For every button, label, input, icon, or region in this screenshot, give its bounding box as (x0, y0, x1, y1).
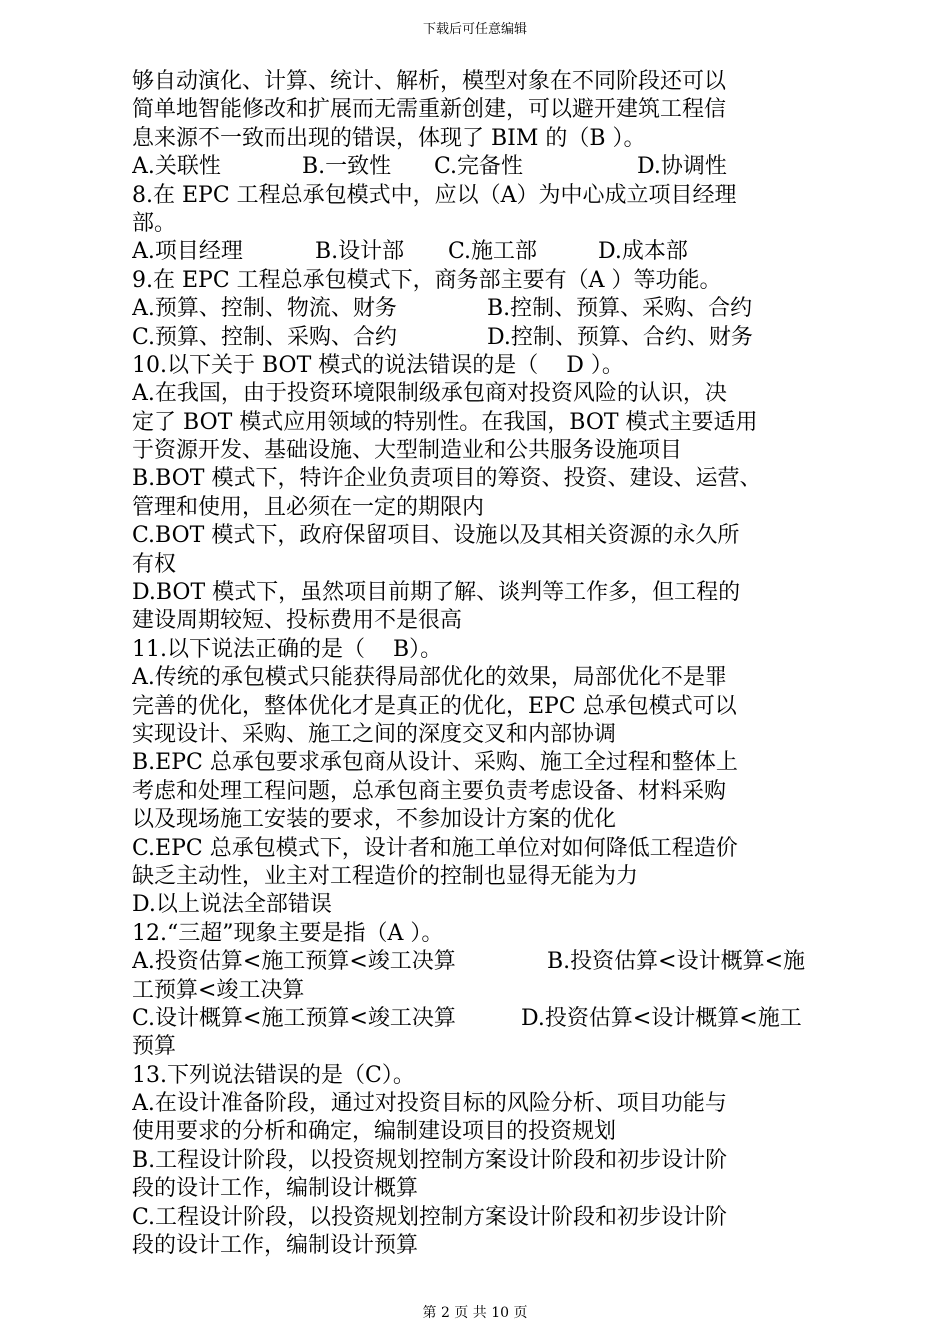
line-text: 工预算<竣工决算 (132, 977, 305, 1003)
line-text: 建设周期较短、投标费用不是很高 (132, 608, 463, 634)
option-text: D.控制、预算、合约、财务 (487, 324, 753, 350)
line-text: D.BOT 模式下，虽然项目前期了解、谈判等工作多，但工程的 (132, 580, 741, 606)
text-line (132, 920, 862, 948)
line-text: B.工程设计阶段，以投资规划控制方案设计阶段和初步设计阶 (132, 1147, 728, 1173)
line-text: B.BOT 模式下，特许企业负责项目的筹资、投资、建设、运营、 (132, 466, 762, 492)
text-line (132, 1090, 862, 1118)
text-line (132, 1033, 862, 1061)
text-line (132, 863, 862, 891)
text-line (132, 1147, 862, 1175)
line-text: 管理和使用，且必须在一定的期限内 (132, 494, 485, 520)
option-text: C.设计概算<施工预算<竣工决算 (132, 1005, 456, 1031)
line-text: 实现设计、采购、施工之间的深度交叉和内部协调 (132, 721, 617, 747)
text-line (132, 1062, 862, 1090)
option-text: A.项目经理 (132, 239, 243, 265)
text-line (132, 494, 862, 522)
option-text: A.预算、控制、物流、财务 (132, 296, 397, 322)
line-text: 简单地智能修改和扩展而无需重新创建，可以避开建筑工程信 (132, 97, 727, 123)
text-line (132, 749, 862, 777)
text-line (132, 579, 862, 607)
option-row (132, 948, 862, 976)
text-line (132, 977, 862, 1005)
text-line (132, 891, 862, 919)
line-text: 段的设计工作，编制设计概算 (132, 1176, 419, 1202)
option-text: D.投资估算<设计概算<施工 (521, 1005, 802, 1031)
line-text: A.在设计准备阶段，通过对投资目标的风险分析、项目功能与 (132, 1091, 727, 1117)
option-row (132, 238, 862, 266)
line-text: 够自动演化、计算、统计、解析，模型对象在不同阶段还可以 (132, 69, 727, 94)
text-line (132, 721, 862, 749)
option-text: B.一致性 (302, 154, 392, 180)
option-text: B.设计部 (315, 239, 405, 265)
text-line (132, 1232, 862, 1260)
option-text: D.成本部 (598, 239, 688, 265)
line-text: C.BOT 模式下，政府保留项目、设施以及其相关资源的永久所 (132, 523, 740, 549)
line-text: 缺乏主动性，业主对工程造价的控制也显得无能为力 (132, 863, 639, 889)
text-line (132, 267, 862, 295)
text-line (132, 352, 862, 380)
text-line (132, 182, 862, 210)
option-row (132, 153, 862, 181)
line-text: 完善的优化，整体优化才是真正的优化，EPC 总承包模式可以 (132, 693, 737, 719)
line-text: D.以上说法全部错误 (132, 892, 332, 918)
option-text: C.施工部 (448, 239, 538, 265)
line-text: B.EPC 总承包要求承包商从设计、采购、施工全过程和整体上 (132, 750, 738, 776)
option-text: A.关联性 (132, 154, 221, 180)
option-text: B.控制、预算、采购、合约 (487, 296, 753, 322)
text-line (132, 607, 862, 635)
text-line (132, 806, 862, 834)
line-text: A.在我国，由于投资环境限制级承包商对投资风险的认识，决 (132, 381, 727, 407)
line-text: 部。 (132, 210, 177, 236)
line-text: 有权 (132, 551, 177, 577)
option-text: B.投资估算<设计概算<施 (547, 949, 806, 975)
text-line (132, 778, 862, 806)
text-line (132, 210, 862, 238)
text-line (132, 522, 862, 550)
text-line (132, 664, 862, 692)
line-text: C.工程设计阶段，以投资规划控制方案设计阶段和初步设计阶 (132, 1204, 728, 1230)
line-text: 13.下列说法错误的是（C）。 (132, 1062, 415, 1088)
page-footer: 第 2 页 共 10 页 (422, 1305, 528, 1321)
option-text: D.协调性 (637, 154, 727, 180)
text-line (132, 380, 862, 408)
line-text: 于资源开发、基础设施、大型制造业和公共服务设施项目 (132, 438, 683, 464)
text-line (132, 96, 862, 124)
line-text: 定了 BOT 模式应用领域的特别性。在我国，BOT 模式主要适用 (132, 409, 758, 435)
line-text: 以及现场施工安装的要求，不参加设计方案的优化 (132, 807, 617, 833)
option-row (132, 324, 862, 352)
line-text: 12.“三超”现象主要是指（A ）。 (132, 920, 444, 946)
text-line (132, 551, 862, 579)
text-line (132, 636, 862, 664)
line-text: 段的设计工作，编制设计预算 (132, 1233, 419, 1259)
line-text: C.EPC 总承包模式下，设计者和施工单位对如何降低工程造价 (132, 835, 738, 861)
line-text: 考虑和处理工程问题，总承包商主要负责考虑设备、材料采购 (132, 778, 727, 804)
line-text: 息来源不一致而出现的错误，体现了 BIM 的（B ）。 (132, 125, 646, 151)
text-line (132, 68, 862, 96)
text-line (132, 465, 862, 493)
text-line (132, 1118, 862, 1146)
line-text: 使用要求的分析和确定，编制建设项目的投资规划 (132, 1119, 617, 1145)
line-text: 10.以下关于 BOT 模式的说法错误的是（ D ）。 (132, 352, 624, 378)
text-line (132, 409, 862, 437)
option-text: A.投资估算<施工预算<竣工决算 (132, 949, 456, 975)
option-row (132, 1005, 862, 1033)
line-text: 9.在 EPC 工程总承包模式下，商务部主要有（A ）等功能。 (132, 267, 722, 293)
line-text: 预算 (132, 1034, 177, 1060)
line-text: 8.在 EPC 工程总承包模式中，应以（A）为中心成立项目经理 (132, 182, 737, 208)
text-line (132, 693, 862, 721)
text-line (132, 835, 862, 863)
option-row (132, 295, 862, 323)
option-text: C.预算、控制、采购、合约 (132, 324, 398, 350)
line-text: 11.以下说法正确的是（ B）。 (132, 636, 443, 662)
text-line (132, 1204, 862, 1232)
line-text: A.传统的承包模式只能获得局部优化的效果，局部优化不是罪 (132, 665, 727, 691)
document-body (132, 68, 862, 1260)
page-header: 下载后可任意编辑 (422, 22, 527, 37)
text-line (132, 437, 862, 465)
option-text: C.完备性 (434, 154, 524, 180)
text-line (132, 125, 862, 153)
text-line (132, 1175, 862, 1203)
